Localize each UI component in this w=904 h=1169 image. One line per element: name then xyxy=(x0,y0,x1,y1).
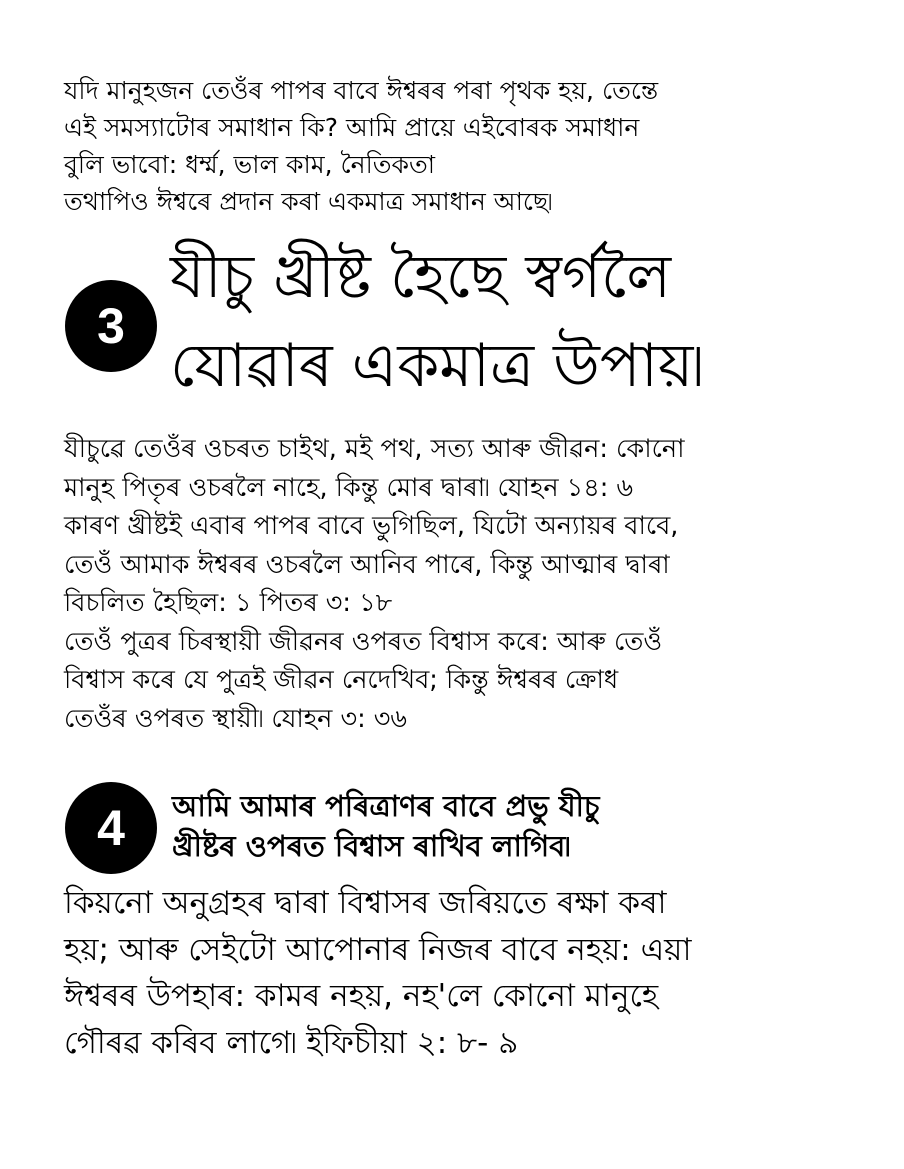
section-3-body-line: যীচুৱে তেওঁৰ ওচৰত চাইথ, মই পথ, সত্য আৰু জীৱন: কোনো xyxy=(64,434,685,464)
intro-line: তথাপিও ঈশ্বৰে প্ৰদান কৰা একমাত্ৰ সমাধান আছে৷ xyxy=(64,187,553,216)
section-4-heading xyxy=(172,786,600,866)
step-3-number-badge: 3 xyxy=(65,280,157,372)
section-4-body-line: গৌৰৱ কৰিব লাগে৷ ইফিচীয়া ২: ৮- ৯ xyxy=(64,1024,519,1061)
section-3-heading xyxy=(170,233,703,411)
intro-line: যদি মানুহজন তেওঁৰ পাপৰ বাবে ঈশ্বৰৰ পৰা পৃথক হয়, তেন্তে xyxy=(64,76,659,105)
section-3-body xyxy=(64,430,685,738)
section-3-body-line: তেওঁ পুত্ৰৰ চিৰস্থায়ী জীৱনৰ ওপৰত বিশ্বাস কৰে: আৰু তেওঁ xyxy=(64,626,663,657)
section-3-heading-line: যীচু খ্ৰীষ্ট হৈছে স্বৰ্গলৈ xyxy=(170,242,672,312)
section-3-body-line: কাৰণ খ্ৰীষ্টই এবাৰ পাপৰ বাবে ভুগিছিল, যিটো অন্যায়ৰ বাবে, xyxy=(64,511,679,541)
section-3-body-line: বিচলিত হৈছিল: ১ পিতৰ ৩: ১৮ xyxy=(64,588,393,618)
intro-line: বুলি ভাবো: ধৰ্ম্ম, ভাল কাম, নৈতিকতা xyxy=(64,150,435,179)
section-3-body-line: বিশ্বাস কৰে যে পুত্ৰই জীৱন নেদেখিব; কিন্তু ঈশ্বৰৰ ক্ৰোধ xyxy=(64,665,619,695)
section-4-heading-line: খ্ৰীষ্টৰ ওপৰত বিশ্বাস ৰাখিব লাগিব৷ xyxy=(172,829,571,863)
intro-line: এই সমস্যাটোৰ সমাধান কি? আমি প্ৰায়ে এইবোৰক সমাধান xyxy=(64,113,640,142)
section-4-body-line: হয়; আৰু সেইটো আপোনাৰ নিজৰ বাবে নহয়: এয়া xyxy=(64,931,692,968)
step-4-number-badge: 4 xyxy=(65,782,157,874)
section-3-body-line: মানুহ পিতৃৰ ওচৰলৈ নাহে, কিন্তু মোৰ দ্বাৰা৷ যোহন ১৪: ৬ xyxy=(64,472,634,503)
section-4-body-line: কিয়নো অনুগ্ৰহৰ দ্বাৰা বিশ্বাসৰ জৰিয়তে ৰক্ষা কৰা xyxy=(64,885,667,921)
section-4-body-line: ঈশ্বৰৰ উপহাৰ: কামৰ নহয়, নহ'লে কোনো মানুহে xyxy=(64,978,659,1014)
section-4-heading-line: আমি আমাৰ পৰিত্ৰাণৰ বাবে প্ৰভু যীচু xyxy=(172,789,600,823)
section-3-heading-line: যোৱাৰ একমাত্ৰ উপায়৷ xyxy=(170,331,704,401)
section-3-body-line: তেওঁৰ ওপৰত স্থায়ী৷ যোহন ৩: ৩৬ xyxy=(64,703,407,734)
section-3-body-line: তেওঁ আমাক ঈশ্বৰৰ ওচৰলৈ আনিব পাৰে, কিন্তু আত্মাৰ দ্বাৰা xyxy=(64,549,670,580)
section-4-body xyxy=(64,880,691,1066)
intro-paragraph xyxy=(64,72,658,220)
